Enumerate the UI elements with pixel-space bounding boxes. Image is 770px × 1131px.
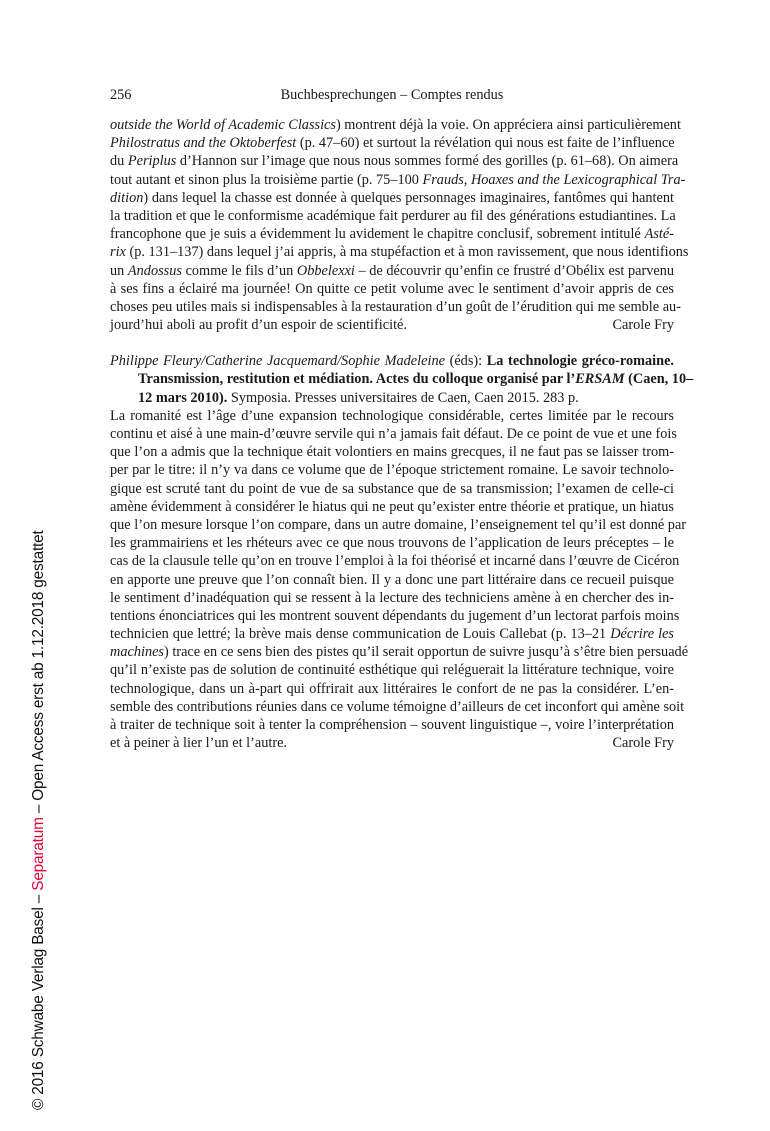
text-segment: semble des contributions réunies dans ce volume témoigne d’ailleurs de cet inconfort qui amène soit — [110, 698, 685, 715]
italic-text: Frauds, Hoaxes and the Lexicographical Tra- — [422, 171, 686, 188]
bold-text: La technologie gréco-romaine. — [486, 353, 675, 370]
text-segment: continu et aisé à une main-d’œuvre servile qui n’a jamais fait défaut. De ce point de vue et une fois — [110, 426, 677, 442]
text-segment: en apporte une preuve que l’on connaît bien. Il y a donc une part littéraire dans ce recueil puisque — [110, 571, 674, 588]
page-body — [110, 116, 694, 752]
text-line — [110, 171, 686, 189]
italic-text: Philippe Fleury/Catherine Jacquemard/Sophie Madeleine — [110, 353, 445, 370]
review-entry — [110, 352, 694, 752]
text-segment: cas de la clausule telle qu’on en trouve l’emploi à la foi théorisé et incarné dans l’œuvre de Cicéron — [110, 553, 680, 570]
text-segment: que l’on mesure lorsque l’on compare, dans un autre domaine, l’enseignement tel qu’il est donné par — [110, 516, 687, 533]
text-line — [110, 280, 674, 298]
text-segment: le sentiment d’inadéquation qui se ressent à la lecture des techniciens amène à en chercher des in- — [110, 589, 674, 606]
text-line — [110, 516, 687, 534]
italic-text: machines — [110, 644, 164, 661]
reviewer-signature: Carole Fry — [612, 735, 674, 752]
citation-line — [110, 389, 674, 407]
text-line — [110, 298, 681, 316]
text-segment: du — [110, 153, 128, 170]
text-segment: à ses fins a éclairé ma journée! On quitte ce petit volume avec le sentiment d’avoir appris de ces — [110, 280, 674, 297]
bold-text: (Caen, 10– — [624, 371, 694, 388]
bold-text: Transmission, restitution et médiation. Actes du colloque organisé par l’ — [138, 371, 576, 388]
page-number: 256 — [110, 87, 132, 103]
italic-text: Décrire les — [610, 626, 674, 643]
text-segment: – de découvrir qu’enfin ce frustré d’Obélix est parvenu — [354, 262, 675, 279]
text-line — [110, 680, 674, 698]
italic-text: outside the World of Academic Classics — [110, 117, 336, 133]
text-line — [110, 116, 681, 134]
text-line — [110, 134, 674, 152]
text-line — [110, 425, 677, 443]
text-line — [110, 534, 674, 552]
text-segment: que l’on a admis que la technique était volontiers en mains grecques, il ne faut pas se laisser trom- — [110, 444, 674, 461]
copyright-notice — [30, 530, 48, 1110]
text-segment: un — [110, 262, 128, 279]
citation-line — [110, 370, 694, 388]
text-segment: La romanité est l’âge d’une expansion technologique considérable, certes limitée par le recours — [110, 407, 674, 424]
text-segment: et à peiner à lier l’un et l’autre. — [110, 735, 288, 752]
text-line — [110, 243, 689, 261]
text-segment: tout autant et sinon plus la troisième partie (p. 75–100 — [110, 171, 423, 188]
text-line — [110, 407, 674, 425]
text-segment: jourd’hui aboli au profit d’un espoir de scientificité. — [110, 317, 407, 334]
running-header — [110, 87, 674, 105]
text-segment: les grammairiens et les rhéteurs avec ce que nous trouvons de l’application de leurs préceptes – le — [110, 535, 674, 552]
text-line — [110, 552, 680, 570]
italic-text: Andossus — [127, 262, 182, 279]
citation-line — [110, 352, 674, 370]
text-line — [110, 661, 674, 679]
text-line — [110, 589, 674, 607]
copyright-suffix: – Open Access erst ab 1.12.2018 gestattet — [30, 530, 47, 818]
text-line — [110, 716, 674, 734]
text-line — [110, 225, 674, 243]
italic-text: Philostratus and the Oktoberfest — [110, 135, 297, 152]
text-line — [110, 189, 674, 207]
text-line — [110, 262, 674, 280]
text-segment: tentions énonciatrices qui les montrent souvent dépendants du jugement d’un lectorat parfois moins — [110, 607, 680, 624]
italic-text: rix — [110, 244, 126, 261]
italic-text: dition — [110, 189, 144, 206]
text-segment: gique est scruté tant du point de vue de sa substance que de sa transmission; l’examen de celle-ci — [110, 480, 674, 497]
text-segment: (éds): — [444, 353, 487, 370]
text-line — [110, 152, 679, 170]
text-line — [110, 443, 674, 461]
bold-text: ERSAM — [575, 371, 625, 388]
text-line — [110, 607, 680, 625]
text-line — [110, 698, 685, 716]
text-line — [110, 643, 689, 661]
text-segment: ) dans lequel la chasse est donnée à quelques personnages imaginaires, fantômes qui hantent — [143, 189, 674, 206]
italic-text: Asté- — [644, 226, 674, 243]
text-segment: (p. 131–137) dans lequel j’ai appris, à ma stupéfaction et à mon ravissement, que nous identifions — [125, 244, 689, 261]
text-line — [110, 734, 674, 752]
italic-text: Obbelexxi — [296, 262, 355, 279]
text-segment: francophone que je suis a évidemment lu avidement le chapitre conclusif, sobrement intitulé — [110, 226, 645, 243]
text-segment: ) montrent déjà la voie. On appréciera ainsi particulièrement — [335, 117, 681, 133]
text-segment: à traiter de technique soit à tenter la compréhension – souvent linguistique –, voire l’interprétation — [110, 717, 674, 733]
text-segment: Symposia. Presses universitaires de Caen, Caen 2015. 283 p. — [227, 389, 579, 406]
text-segment: qu’il n’existe pas de solution de continuité esthétique qui reléguerait la littérature technique, voire — [110, 662, 674, 679]
text-segment: d’Hannon sur l’image que nous nous sommes formé des gorilles (p. 61–68). On aimera — [176, 153, 679, 170]
text-line — [110, 461, 674, 479]
text-line — [110, 498, 674, 516]
text-line — [110, 207, 674, 225]
text-segment: la tradition et que le conformisme académique fait perdurer au fil des générations estudiantines. La — [110, 207, 676, 224]
text-line — [110, 316, 674, 334]
separatum-label: Separatum — [30, 817, 47, 891]
text-segment: technicien que lettré; la brève mais dense communication de Louis Callebat (p. 13–21 — [110, 626, 611, 643]
running-title: Buchbesprechungen – Comptes rendus — [280, 87, 504, 103]
reviewer-signature: Carole Fry — [612, 317, 674, 334]
text-segment: ) trace en ce sens bien des pistes qu’il serait opportun de suivre jusqu’à s’être bien persuadé — [164, 644, 689, 661]
text-line — [110, 480, 674, 498]
copyright-prefix: © 2016 Schwabe Verlag Basel – — [30, 890, 47, 1110]
text-segment: technologique, dans un à-part qui offrirait aux littéraires le confort de ne pas la considérer. L’en- — [110, 680, 674, 697]
text-segment: comme le fils d’un — [181, 262, 297, 279]
text-line — [110, 571, 674, 589]
text-segment: (p. 47–60) et surtout la révélation qui nous est faite de l’influence — [296, 135, 675, 152]
text-segment: choses peu utiles mais si indispensables à la restauration d’un goût de l’érudition qui me semble au- — [110, 298, 681, 315]
text-segment: per par le titre: il n’y va dans ce volume que de l’époque strictement romaine. Le savoir technolo- — [110, 462, 674, 479]
review-entry — [110, 116, 689, 334]
text-segment: amène évidemment à considérer le hiatus qui ne peut qu’exister entre théorie et pratique, un hiatus — [110, 498, 674, 515]
text-line — [110, 625, 674, 643]
bold-text: 12 mars 2010). — [138, 389, 228, 406]
italic-text: Periplus — [127, 153, 177, 170]
